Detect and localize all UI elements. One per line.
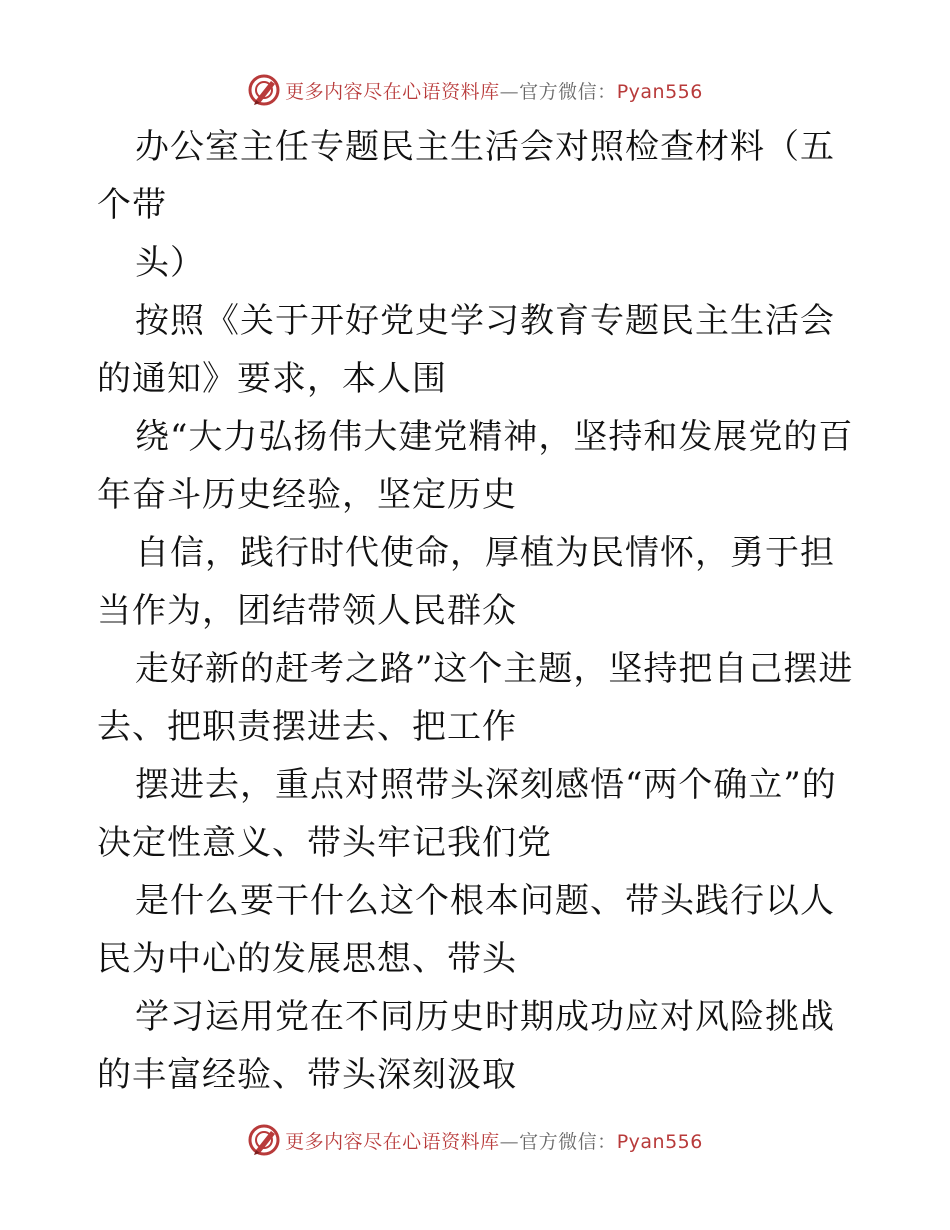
document-title-line: 办公室主任专题民主生活会对照检查材料（五个带	[97, 127, 835, 225]
paragraph-line: 学习运用党在不同历史时期成功应对风险挑战的丰富经验、带头深刻汲取	[97, 997, 835, 1095]
paragraph-line: 自信，践行时代使命，厚植为民情怀，勇于担当作为，团结带领人民群众	[97, 533, 835, 631]
pen-logo-icon	[247, 73, 281, 107]
header-watermark	[0, 70, 950, 110]
paragraph-line: 是什么要干什么这个根本问题、带头践行以人民为中心的发展思想、带头	[97, 881, 835, 979]
paragraph-line: 绕“大力弘扬伟大建党精神，坚持和发展党的百年奋斗历史经验，坚定历史	[97, 417, 854, 515]
watermark-label: 官方微信：	[519, 1130, 617, 1153]
document-body	[97, 118, 857, 1104]
watermark-text	[285, 77, 703, 104]
watermark-label: 官方微信：	[519, 80, 617, 103]
pen-logo-icon	[247, 1123, 281, 1157]
watermark-text	[285, 1127, 703, 1154]
document-title-line-cont: 头）	[135, 243, 205, 283]
paragraph-line: 摆进去，重点对照带头深刻感悟“两个确立”的决定性意义、带头牢记我们党	[97, 765, 837, 863]
paragraph-line: 按照《关于开好党史学习教育专题民主生活会的通知》要求，本人围	[97, 301, 835, 399]
watermark-separator: —	[499, 80, 520, 103]
watermark-separator: —	[499, 1130, 520, 1153]
footer-watermark	[0, 1120, 950, 1160]
paragraph-line: 走好新的赶考之路”这个主题，坚持把自己摆进去、把职责摆进去、把工作	[97, 649, 854, 747]
watermark-wechat-id: Pyan556	[616, 1130, 703, 1153]
watermark-main: 更多内容尽在心语资料库	[285, 1130, 500, 1153]
watermark-wechat-id: Pyan556	[616, 80, 703, 103]
watermark-main: 更多内容尽在心语资料库	[285, 80, 500, 103]
